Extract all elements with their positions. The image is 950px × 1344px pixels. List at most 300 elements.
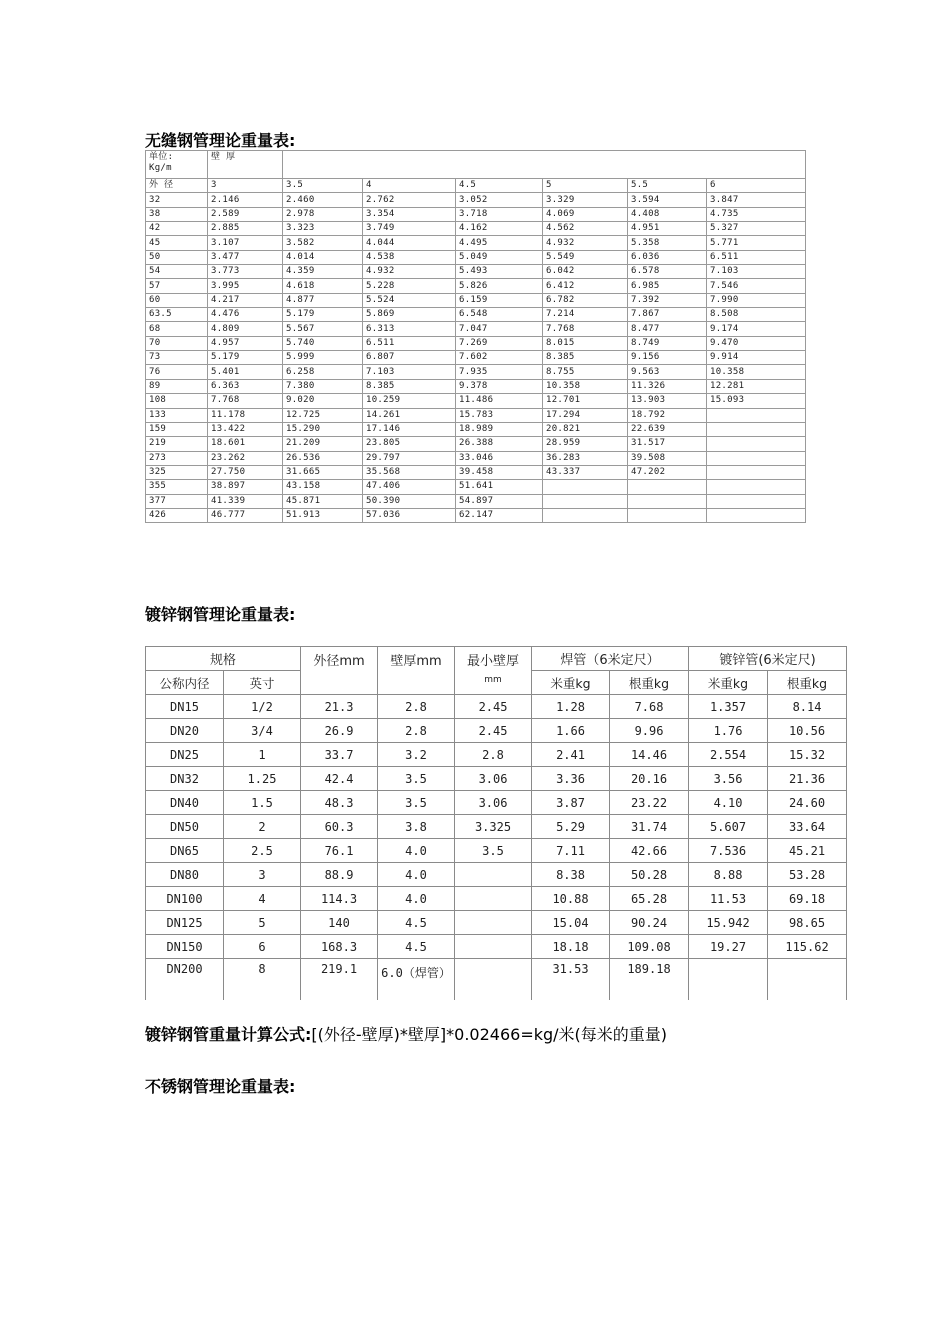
- table-row: [146, 839, 847, 863]
- weight-cell: 4.562: [543, 222, 628, 236]
- table-row: [146, 351, 806, 365]
- inch-cell: 4: [224, 887, 301, 911]
- od-cell: 114.3: [301, 887, 378, 911]
- galv-per-pc-cell: 10.56: [768, 719, 847, 743]
- nominal-cell: DN200: [146, 959, 224, 1001]
- table-row: [146, 422, 806, 436]
- weight-cell: 8.385: [363, 379, 456, 393]
- table-row: [146, 863, 847, 887]
- weight-cell: 14.261: [363, 408, 456, 422]
- outer-diameter-cell: 159: [146, 422, 208, 436]
- welded-per-pc-cell: 65.28: [610, 887, 689, 911]
- weight-cell: 18.989: [456, 422, 543, 436]
- weight-cell: 4.162: [456, 222, 543, 236]
- wall-cell: 4.5: [378, 935, 455, 959]
- weight-cell: 3.773: [208, 265, 283, 279]
- od-label-cell: 外 径: [146, 179, 208, 193]
- seamless-header-row: [146, 151, 806, 179]
- weight-cell: 8.015: [543, 336, 628, 350]
- weight-cell: 15.783: [456, 408, 543, 422]
- thickness-cell: 4.5: [456, 179, 543, 193]
- table-row: [146, 236, 806, 250]
- nominal-cell: DN50: [146, 815, 224, 839]
- wall-cell: 3.5: [378, 791, 455, 815]
- od-cell: 33.7: [301, 743, 378, 767]
- table-row: [146, 935, 847, 959]
- wall-label-cell: 壁 厚: [208, 151, 283, 179]
- galv-per-m-cell: 2.554: [689, 743, 768, 767]
- weight-cell: 5.999: [283, 351, 363, 365]
- od-cell: 140: [301, 911, 378, 935]
- weight-cell: 7.602: [456, 351, 543, 365]
- welded-per-m-cell: 18.18: [532, 935, 610, 959]
- inch-cell: 2: [224, 815, 301, 839]
- outer-diameter-cell: 355: [146, 480, 208, 494]
- galv-per-pc-header: 根重kg: [768, 671, 847, 695]
- outer-diameter-cell: 60: [146, 293, 208, 307]
- weight-cell: 8.477: [628, 322, 707, 336]
- weight-cell: 6.042: [543, 265, 628, 279]
- weight-cell: 17.294: [543, 408, 628, 422]
- weight-cell: 2.589: [208, 207, 283, 221]
- weight-cell: [707, 508, 806, 522]
- weight-cell: 50.390: [363, 494, 456, 508]
- weight-cell: 11.486: [456, 394, 543, 408]
- weight-cell: 5.524: [363, 293, 456, 307]
- weight-cell: 5.049: [456, 250, 543, 264]
- weight-cell: 4.932: [363, 265, 456, 279]
- weight-cell: [707, 408, 806, 422]
- wall-cell: 6.0（焊管）: [378, 959, 455, 1001]
- welded-per-m-cell: 31.53: [532, 959, 610, 1001]
- weight-cell: [628, 480, 707, 494]
- weight-cell: 5.401: [208, 365, 283, 379]
- table-row: [146, 365, 806, 379]
- galv-per-m-cell: 4.10: [689, 791, 768, 815]
- galv-per-m-cell: 19.27: [689, 935, 768, 959]
- od-header: 外径mm: [301, 647, 378, 695]
- weight-cell: 29.797: [363, 451, 456, 465]
- weight-cell: 6.159: [456, 293, 543, 307]
- outer-diameter-cell: 426: [146, 508, 208, 522]
- nominal-cell: DN125: [146, 911, 224, 935]
- galv-per-pc-cell: 24.60: [768, 791, 847, 815]
- inch-cell: 3: [224, 863, 301, 887]
- outer-diameter-cell: 57: [146, 279, 208, 293]
- welded-per-m-cell: 1.66: [532, 719, 610, 743]
- weight-cell: 4.359: [283, 265, 363, 279]
- table-row: [146, 293, 806, 307]
- min-wall-cell: 3.06: [455, 791, 532, 815]
- weight-cell: 26.536: [283, 451, 363, 465]
- welded-per-pc-cell: 7.68: [610, 695, 689, 719]
- thickness-cell: 3.5: [283, 179, 363, 193]
- inch-cell: 3/4: [224, 719, 301, 743]
- wall-cell: 4.0: [378, 887, 455, 911]
- inch-cell: 1: [224, 743, 301, 767]
- weight-cell: 7.103: [707, 265, 806, 279]
- weight-cell: 5.771: [707, 236, 806, 250]
- galv-per-pc-cell: [768, 959, 847, 1001]
- weight-cell: 7.103: [363, 365, 456, 379]
- weight-cell: 9.378: [456, 379, 543, 393]
- outer-diameter-cell: 325: [146, 465, 208, 479]
- weight-cell: 6.363: [208, 379, 283, 393]
- weight-cell: 7.214: [543, 308, 628, 322]
- welded-per-pc-cell: 9.96: [610, 719, 689, 743]
- od-cell: 219.1: [301, 959, 378, 1001]
- weight-cell: 45.871: [283, 494, 363, 508]
- galv-per-pc-cell: 33.64: [768, 815, 847, 839]
- welded-per-pc-cell: 20.16: [610, 767, 689, 791]
- outer-diameter-cell: 73: [146, 351, 208, 365]
- weight-cell: [707, 437, 806, 451]
- welded-per-m-cell: 2.41: [532, 743, 610, 767]
- weight-cell: 15.290: [283, 422, 363, 436]
- unit-label-cell: [146, 151, 208, 179]
- welded-per-pc-header: 根重kg: [610, 671, 689, 695]
- thickness-cell: 4: [363, 179, 456, 193]
- weight-cell: 9.470: [707, 336, 806, 350]
- weight-cell: 3.323: [283, 222, 363, 236]
- galv-per-m-cell: 1.357: [689, 695, 768, 719]
- weight-cell: 6.985: [628, 279, 707, 293]
- wall-cell: 3.5: [378, 767, 455, 791]
- weight-cell: 3.329: [543, 193, 628, 207]
- od-cell: 88.9: [301, 863, 378, 887]
- weight-cell: 18.601: [208, 437, 283, 451]
- welded-per-m-cell: 8.38: [532, 863, 610, 887]
- outer-diameter-cell: 273: [146, 451, 208, 465]
- weight-cell: 8.749: [628, 336, 707, 350]
- weight-cell: 5.826: [456, 279, 543, 293]
- welded-per-m-cell: 5.29: [532, 815, 610, 839]
- welded-per-m-cell: 3.87: [532, 791, 610, 815]
- galvanized-weight-table: [145, 646, 847, 1000]
- weight-cell: 5.327: [707, 222, 806, 236]
- weight-cell: 3.107: [208, 236, 283, 250]
- weight-cell: 4.408: [628, 207, 707, 221]
- weight-cell: 10.358: [707, 365, 806, 379]
- min-wall-cell: [455, 887, 532, 911]
- galv-per-pc-cell: 115.62: [768, 935, 847, 959]
- weight-cell: 8.755: [543, 365, 628, 379]
- galv-per-m-header: 米重kg: [689, 671, 768, 695]
- welded-per-pc-cell: 50.28: [610, 863, 689, 887]
- wall-cell: 4.5: [378, 911, 455, 935]
- weight-cell: 12.701: [543, 394, 628, 408]
- table-row: [146, 279, 806, 293]
- galv-per-m-cell: 5.607: [689, 815, 768, 839]
- min-wall-cell: [455, 863, 532, 887]
- weight-cell: 3.847: [707, 193, 806, 207]
- weight-cell: 9.174: [707, 322, 806, 336]
- weight-cell: 5.358: [628, 236, 707, 250]
- min-wall-header: [455, 647, 532, 695]
- od-cell: 42.4: [301, 767, 378, 791]
- weight-cell: 2.885: [208, 222, 283, 236]
- weight-cell: 6.412: [543, 279, 628, 293]
- table-row: [146, 695, 847, 719]
- table-row: [146, 379, 806, 393]
- wall-cell: 3.2: [378, 743, 455, 767]
- weight-cell: 6.578: [628, 265, 707, 279]
- welded-per-m-cell: 15.04: [532, 911, 610, 935]
- weight-cell: 7.935: [456, 365, 543, 379]
- weight-cell: 5.567: [283, 322, 363, 336]
- weight-cell: 51.641: [456, 480, 543, 494]
- galv-per-m-cell: 15.942: [689, 911, 768, 935]
- weight-cell: [707, 422, 806, 436]
- weight-cell: 17.146: [363, 422, 456, 436]
- weight-cell: 3.995: [208, 279, 283, 293]
- galv-header: 镀锌管(6米定尺): [689, 647, 847, 671]
- wall-cell: 4.0: [378, 839, 455, 863]
- inch-cell: 5: [224, 911, 301, 935]
- weight-cell: 6.036: [628, 250, 707, 264]
- unit-label: 单位:: [149, 152, 174, 162]
- min-wall-cell: 3.5: [455, 839, 532, 863]
- weight-cell: 22.639: [628, 422, 707, 436]
- welded-per-pc-cell: 109.08: [610, 935, 689, 959]
- table-row: [146, 480, 806, 494]
- weight-cell: 39.508: [628, 451, 707, 465]
- weight-cell: 43.337: [543, 465, 628, 479]
- min-wall-cell: [455, 959, 532, 1001]
- weight-cell: 9.020: [283, 394, 363, 408]
- weight-cell: 4.877: [283, 293, 363, 307]
- min-wall-cell: 2.45: [455, 695, 532, 719]
- inch-cell: 1.25: [224, 767, 301, 791]
- stainless-table-title: 不锈钢管理论重量表:: [145, 1077, 296, 1096]
- unit-value: Kg/m: [149, 163, 172, 173]
- table-row: [146, 437, 806, 451]
- od-cell: 21.3: [301, 695, 378, 719]
- weight-cell: 12.725: [283, 408, 363, 422]
- galv-per-pc-cell: 45.21: [768, 839, 847, 863]
- table-row: [146, 193, 806, 207]
- galv-per-m-cell: [689, 959, 768, 1001]
- table-row: [146, 207, 806, 221]
- table-row: [146, 767, 847, 791]
- nominal-cell: DN150: [146, 935, 224, 959]
- table-row: [146, 322, 806, 336]
- table-row: [146, 911, 847, 935]
- weight-cell: 4.069: [543, 207, 628, 221]
- weight-cell: 23.805: [363, 437, 456, 451]
- weight-cell: 5.179: [208, 351, 283, 365]
- weight-cell: 2.146: [208, 193, 283, 207]
- weight-cell: 62.147: [456, 508, 543, 522]
- outer-diameter-cell: 38: [146, 207, 208, 221]
- min-wall-label: 最小壁厚: [467, 654, 520, 669]
- galv-per-pc-cell: 53.28: [768, 863, 847, 887]
- weight-cell: [707, 465, 806, 479]
- welded-per-m-cell: 1.28: [532, 695, 610, 719]
- min-wall-cell: 2.8: [455, 743, 532, 767]
- table-row: [146, 791, 847, 815]
- welded-per-m-cell: 3.36: [532, 767, 610, 791]
- outer-diameter-cell: 54: [146, 265, 208, 279]
- weight-cell: [707, 451, 806, 465]
- table-row: [146, 308, 806, 322]
- od-cell: 48.3: [301, 791, 378, 815]
- table-row: [146, 719, 847, 743]
- weight-cell: 46.777: [208, 508, 283, 522]
- weight-cell: 7.990: [707, 293, 806, 307]
- weight-cell: 12.281: [707, 379, 806, 393]
- thickness-cell: 3: [208, 179, 283, 193]
- table-row: [146, 494, 806, 508]
- seamless-weight-table: [145, 150, 806, 523]
- weight-cell: 6.511: [363, 336, 456, 350]
- weight-cell: 4.014: [283, 250, 363, 264]
- thickness-cell: 5: [543, 179, 628, 193]
- welded-per-pc-cell: 189.18: [610, 959, 689, 1001]
- weight-cell: 7.768: [208, 394, 283, 408]
- welded-per-pc-cell: 42.66: [610, 839, 689, 863]
- weight-cell: 4.217: [208, 293, 283, 307]
- weight-cell: 10.358: [543, 379, 628, 393]
- welded-header: 焊管（6米定尺）: [532, 647, 689, 671]
- weight-cell: 38.897: [208, 480, 283, 494]
- table-row: [146, 250, 806, 264]
- weight-cell: 5.740: [283, 336, 363, 350]
- outer-diameter-cell: 63.5: [146, 308, 208, 322]
- weight-cell: 7.269: [456, 336, 543, 350]
- weight-cell: 4.495: [456, 236, 543, 250]
- min-wall-cell: [455, 935, 532, 959]
- weight-cell: [707, 480, 806, 494]
- outer-diameter-cell: 133: [146, 408, 208, 422]
- welded-per-m-cell: 10.88: [532, 887, 610, 911]
- weight-cell: 51.913: [283, 508, 363, 522]
- outer-diameter-cell: 89: [146, 379, 208, 393]
- weight-cell: 2.762: [363, 193, 456, 207]
- outer-diameter-cell: 70: [146, 336, 208, 350]
- weight-cell: 6.548: [456, 308, 543, 322]
- weight-cell: 6.313: [363, 322, 456, 336]
- nominal-cell: DN65: [146, 839, 224, 863]
- weight-cell: 4.476: [208, 308, 283, 322]
- weight-cell: [543, 480, 628, 494]
- od-cell: 60.3: [301, 815, 378, 839]
- wall-header: 壁厚mm: [378, 647, 455, 695]
- spec-header: 规格: [146, 647, 301, 671]
- min-wall-cell: 3.06: [455, 767, 532, 791]
- weight-cell: 5.869: [363, 308, 456, 322]
- weight-cell: 43.158: [283, 480, 363, 494]
- formula-label: 镀锌钢管重量计算公式:: [145, 1025, 312, 1044]
- weight-cell: 13.903: [628, 394, 707, 408]
- nominal-cell: DN40: [146, 791, 224, 815]
- galv-per-pc-cell: 15.32: [768, 743, 847, 767]
- galv-per-m-cell: 11.53: [689, 887, 768, 911]
- table-row: [146, 743, 847, 767]
- table-row: [146, 222, 806, 236]
- weight-cell: 4.044: [363, 236, 456, 250]
- nominal-cell: DN32: [146, 767, 224, 791]
- table-row: [146, 959, 847, 1001]
- welded-per-pc-cell: 90.24: [610, 911, 689, 935]
- weight-cell: 4.809: [208, 322, 283, 336]
- header-blank: [283, 151, 806, 179]
- weight-cell: 4.951: [628, 222, 707, 236]
- weight-cell: 9.914: [707, 351, 806, 365]
- weight-cell: 54.897: [456, 494, 543, 508]
- weight-cell: 8.385: [543, 351, 628, 365]
- outer-diameter-cell: 219: [146, 437, 208, 451]
- galv-per-pc-cell: 69.18: [768, 887, 847, 911]
- table-row: [146, 394, 806, 408]
- galv-per-pc-cell: 8.14: [768, 695, 847, 719]
- weight-cell: 9.563: [628, 365, 707, 379]
- weight-cell: 7.768: [543, 322, 628, 336]
- table-row: [146, 465, 806, 479]
- seamless-table-title: 无缝钢管理论重量表:: [145, 131, 296, 150]
- weight-cell: 4.618: [283, 279, 363, 293]
- welded-per-pc-cell: 23.22: [610, 791, 689, 815]
- weight-cell: 11.326: [628, 379, 707, 393]
- weight-cell: 2.978: [283, 207, 363, 221]
- nominal-cell: DN20: [146, 719, 224, 743]
- weight-cell: 47.202: [628, 465, 707, 479]
- seamless-thickness-row: [146, 179, 806, 193]
- weight-cell: [543, 494, 628, 508]
- weight-cell: 28.959: [543, 437, 628, 451]
- weight-cell: 33.046: [456, 451, 543, 465]
- welded-per-m-cell: 7.11: [532, 839, 610, 863]
- outer-diameter-cell: 68: [146, 322, 208, 336]
- min-wall-cell: 3.325: [455, 815, 532, 839]
- galvanized-weight-formula: [145, 1022, 667, 1045]
- inch-header: 英寸: [224, 671, 301, 695]
- weight-cell: 57.036: [363, 508, 456, 522]
- table-row: [146, 508, 806, 522]
- weight-cell: 47.406: [363, 480, 456, 494]
- weight-cell: 7.380: [283, 379, 363, 393]
- weight-cell: 3.477: [208, 250, 283, 264]
- nominal-header: 公称内径: [146, 671, 224, 695]
- welded-per-m-header: 米重kg: [532, 671, 610, 695]
- galv-per-m-cell: 8.88: [689, 863, 768, 887]
- weight-cell: 3.354: [363, 207, 456, 221]
- weight-cell: 3.052: [456, 193, 543, 207]
- table-row: [146, 815, 847, 839]
- inch-cell: 1.5: [224, 791, 301, 815]
- wall-cell: 3.8: [378, 815, 455, 839]
- weight-cell: 15.093: [707, 394, 806, 408]
- weight-cell: 6.807: [363, 351, 456, 365]
- weight-cell: 7.047: [456, 322, 543, 336]
- welded-per-pc-cell: 14.46: [610, 743, 689, 767]
- weight-cell: [543, 508, 628, 522]
- weight-cell: 3.718: [456, 207, 543, 221]
- outer-diameter-cell: 377: [146, 494, 208, 508]
- weight-cell: 4.957: [208, 336, 283, 350]
- formula-expression: [(外径-壁厚)*壁厚]*0.02466=kg/米(每米的重量): [311, 1025, 668, 1044]
- nominal-cell: DN15: [146, 695, 224, 719]
- weight-cell: [628, 508, 707, 522]
- thickness-cell: 6: [707, 179, 806, 193]
- galv-per-m-cell: 7.536: [689, 839, 768, 863]
- od-cell: 168.3: [301, 935, 378, 959]
- wall-cell: 4.0: [378, 863, 455, 887]
- outer-diameter-cell: 108: [146, 394, 208, 408]
- weight-cell: 3.594: [628, 193, 707, 207]
- thickness-cell: 5.5: [628, 179, 707, 193]
- galv-per-pc-cell: 98.65: [768, 911, 847, 935]
